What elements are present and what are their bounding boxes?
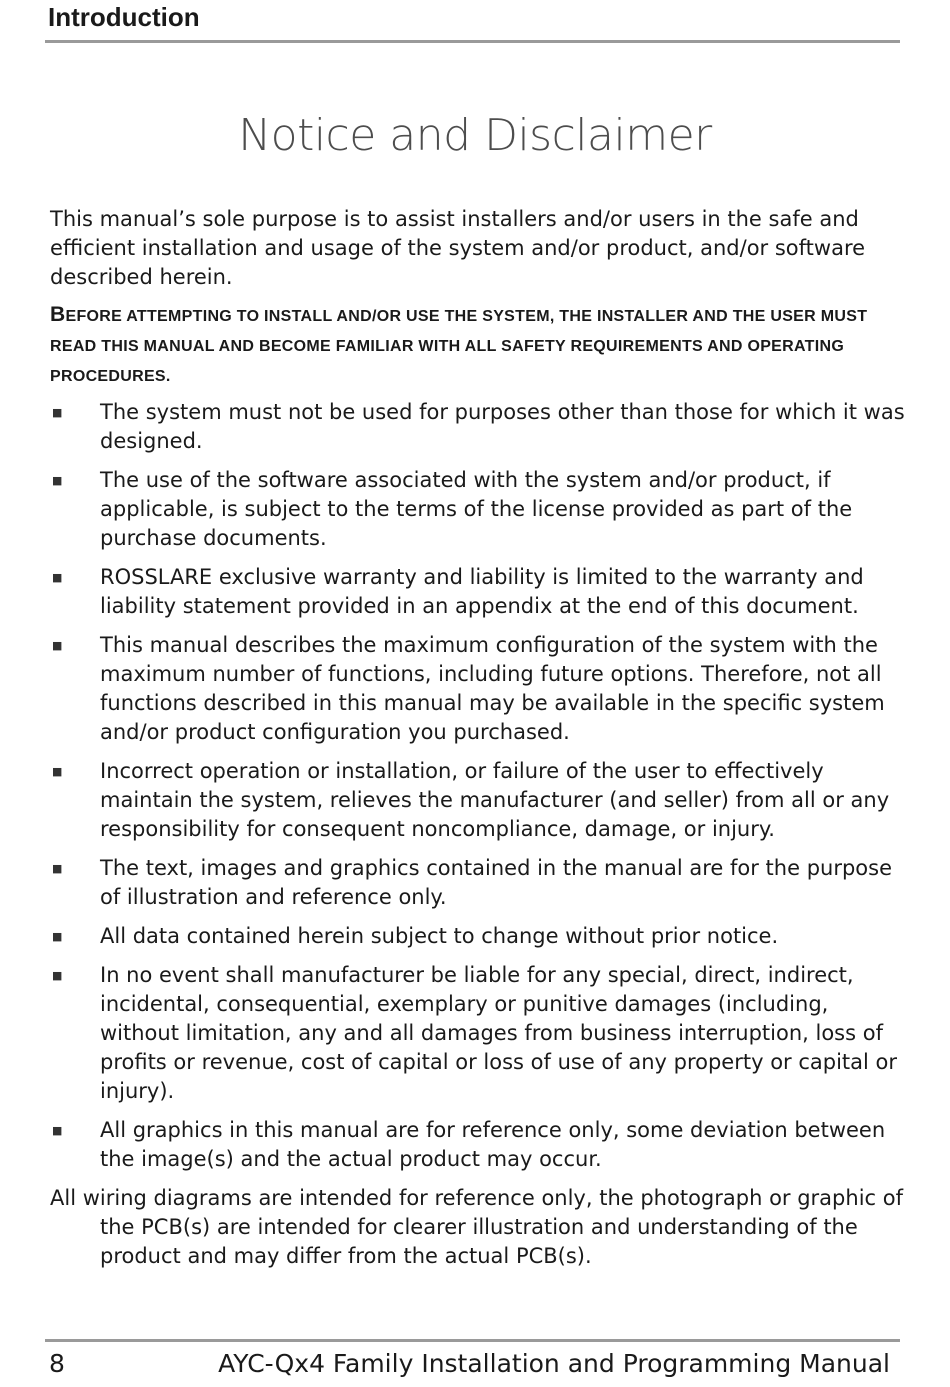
- list-item-text: In no event shall manufacturer be liable for any special, direct, indirect, incidental, consequential, exemplary or punitive damages (including, without limitation, any and all damages from business interruption, loss of profits or revenue, cost of capital or loss of use of any property or capital or injury).: [100, 963, 898, 1103]
- bullet-icon: ■: [52, 474, 63, 487]
- page-header: [45, 0, 900, 43]
- bullet-icon: ■: [52, 406, 63, 419]
- bullet-icon: ■: [52, 969, 63, 982]
- bullet-icon: ■: [52, 571, 63, 584]
- list-item: [50, 854, 910, 912]
- warning-text: EFORE ATTEMPTING TO INSTALL AND/OR USE THE SYSTEM, THE INSTALLER AND THE USER MUST READ THIS MANUAL AND BECOME FAMILIAR WITH ALL SAFETY REQUIREMENTS AND OPERATING PROCEDURES.: [50, 308, 868, 385]
- warning-initial: B: [50, 303, 66, 326]
- section-title: Introduction: [48, 2, 200, 32]
- bullet-icon: ■: [52, 862, 63, 875]
- page-title: Notice and Disclaimer: [238, 110, 712, 161]
- list-item-text: All graphics in this manual are for reference only, some deviation between the image(s) and the actual product may occur.: [100, 1118, 886, 1171]
- list-item-text: This manual describes the maximum configuration of the system with the maximum number of functions, including future options. Therefore, not all functions described in this manual may be available in the specific system and/or product configuration you purchased.: [100, 633, 885, 744]
- list-item: [50, 922, 910, 951]
- list-item: [50, 631, 910, 747]
- list-item-text: All data contained herein subject to change without prior notice.: [100, 924, 779, 948]
- bullet-icon: ■: [52, 930, 63, 943]
- safety-warning: [50, 300, 910, 392]
- manual-title: AYC-Qx4 Family Installation and Programming Manual: [218, 1349, 890, 1378]
- list-item: [50, 961, 910, 1106]
- list-item: [50, 563, 910, 621]
- disclaimer-list: [50, 398, 910, 1174]
- list-item-text: The system must not be used for purposes other than those for which it was designed.: [100, 400, 905, 453]
- list-item-text: Incorrect operation or installation, or failure of the user to effectively maintain the system, relieves the manufacturer (and seller) from all or any responsibility for consequent noncompliance, damage, or injury.: [100, 759, 890, 841]
- bullet-icon: ■: [52, 639, 63, 652]
- list-item: [50, 466, 910, 553]
- list-item: [50, 1116, 910, 1174]
- list-item-text: The text, images and graphics contained in the manual are for the purpose of illustration and reference only.: [100, 856, 893, 909]
- list-item: [50, 398, 910, 456]
- closing-paragraph: All wiring diagrams are intended for reference only, the photograph or graphic of the PCB(s) are intended for clearer illustration and understanding of the product and may differ from the actual PCB(s).: [50, 1186, 903, 1268]
- page-number: 8: [49, 1349, 65, 1378]
- list-item: [50, 757, 910, 844]
- intro-paragraph: This manual’s sole purpose is to assist installers and/or users in the safe and efficient installation and usage of the system and/or product, and/or software described herein.: [50, 207, 866, 289]
- bullet-icon: ■: [52, 1124, 63, 1137]
- bullet-icon: ■: [52, 765, 63, 778]
- page-footer: [45, 1339, 900, 1387]
- list-item-text: ROSSLARE exclusive warranty and liability is limited to the warranty and liability statement provided in an appendix at the end of this document.: [100, 565, 864, 618]
- list-item-text: The use of the software associated with the system and/or product, if applicable, is subject to the terms of the license provided as part of the purchase documents.: [100, 468, 853, 550]
- main-content: [50, 205, 910, 1271]
